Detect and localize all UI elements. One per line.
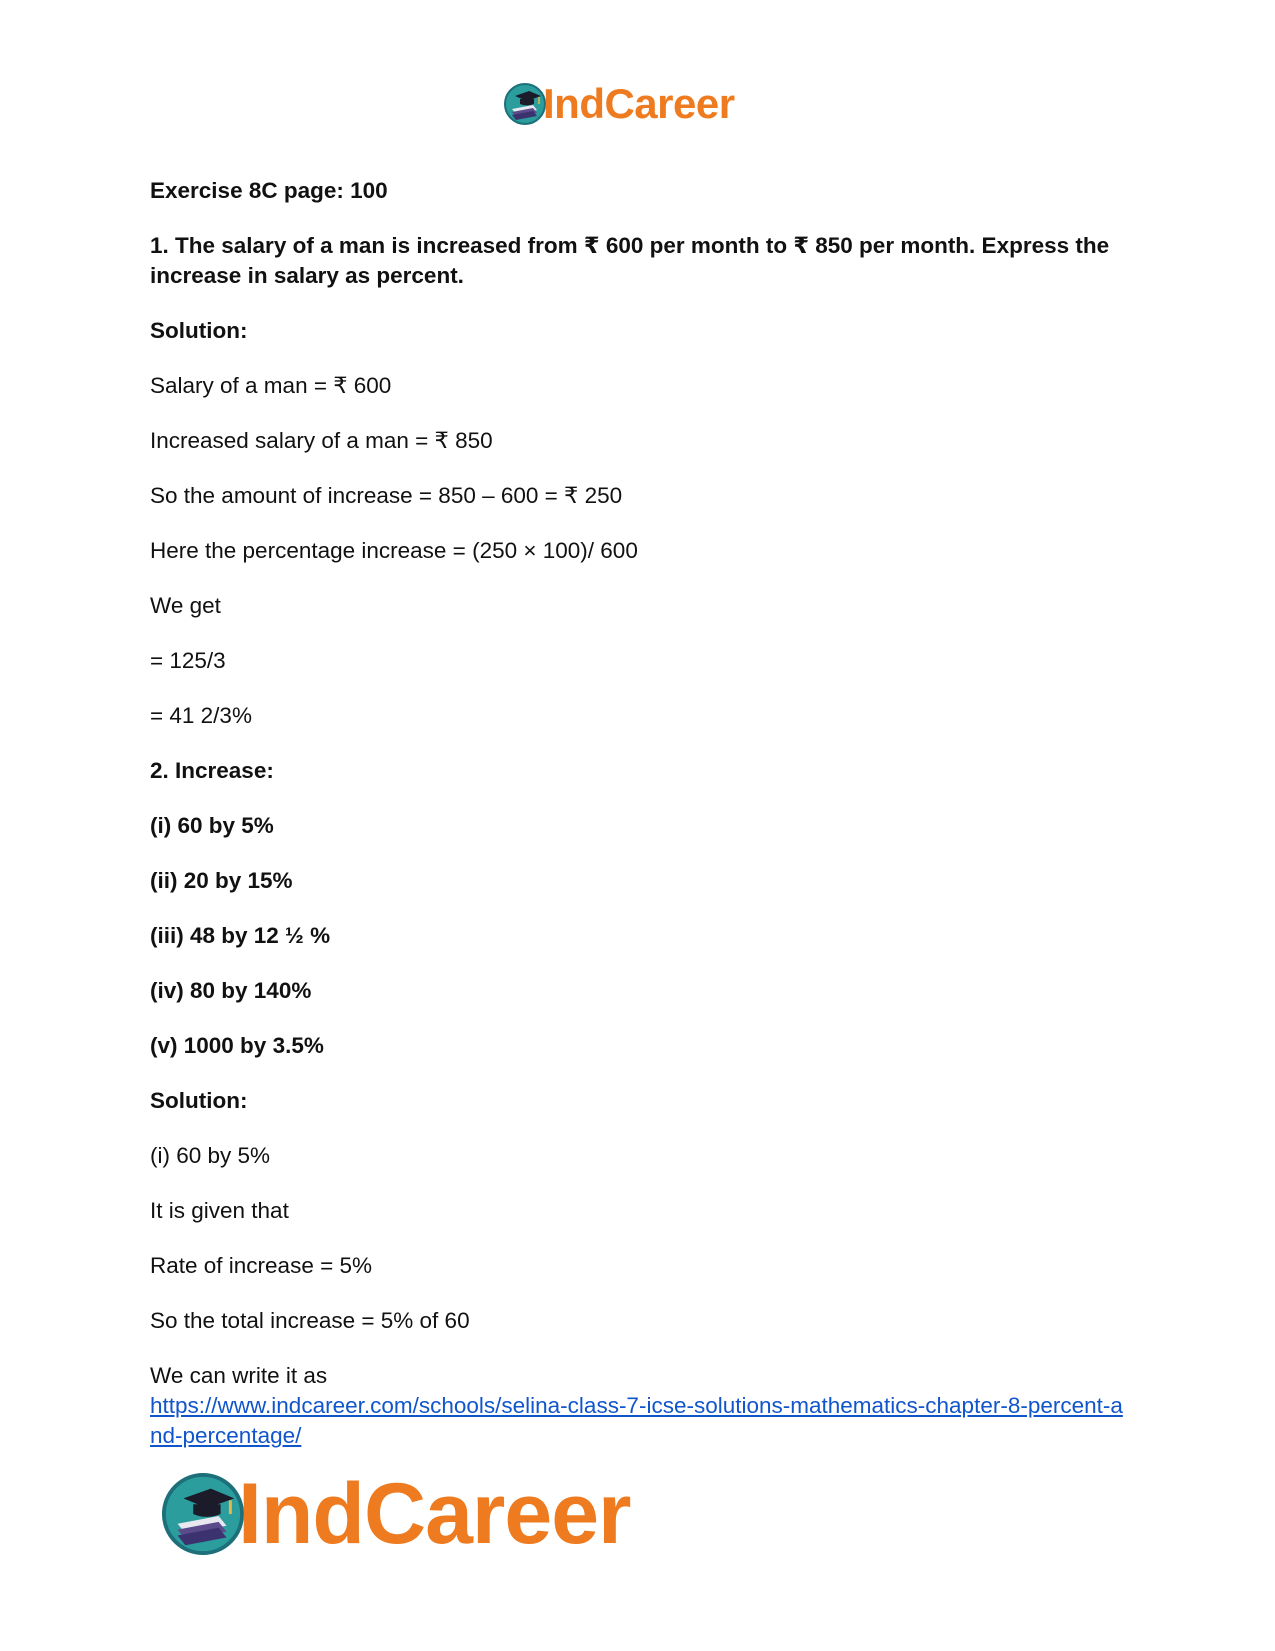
solution-1-line: Here the percentage increase = (250 × 100)/ 600 <box>150 538 638 563</box>
question-2-part: (iv) 80 by 140% <box>150 978 312 1003</box>
header-logo <box>503 80 735 128</box>
solution-2-label: Solution: <box>150 1088 248 1113</box>
solution-1-line: So the amount of increase = 850 – 600 = ₹ 250 <box>150 483 623 508</box>
solution-2-line: (i) 60 by 5% <box>150 1143 271 1168</box>
graduation-cap-book-icon <box>503 82 547 126</box>
question-2-part: (v) 1000 by 3.5% <box>150 1033 324 1058</box>
solution-2-line: So the total increase = 5% of 60 <box>150 1308 470 1333</box>
question-2-part: (ii) 20 by 15% <box>150 868 293 893</box>
document-body <box>150 176 1130 1451</box>
solution-1-line: Salary of a man = ₹ 600 <box>150 373 392 398</box>
solution-1-line: We get <box>150 593 221 618</box>
footer-logo <box>160 1466 631 1561</box>
exercise-title: Exercise 8C page: 100 <box>150 178 388 203</box>
question-2-part: (iii) 48 by 12 ½ % <box>150 923 331 948</box>
solution-1-line: Increased salary of a man = ₹ 850 <box>150 428 493 453</box>
link-block <box>150 1361 1130 1451</box>
solution-1-label: Solution: <box>150 318 248 343</box>
graduation-cap-book-icon <box>160 1471 246 1557</box>
solution-2-line: Rate of increase = 5% <box>150 1253 373 1278</box>
question-2-title: 2. Increase: <box>150 758 274 783</box>
solution-2-line: It is given that <box>150 1198 289 1223</box>
logo-wordmark: IndCareer <box>543 80 735 127</box>
source-link[interactable]: https://www.indcareer.com/schools/selina-class-7-icse-solutions-mathematics-chapter-8-percent-and-percentage/ <box>150 1393 1123 1448</box>
solution-1-line: = 41 2/3% <box>150 703 252 728</box>
question-1: 1. The salary of a man is increased from ₹ 600 per month to ₹ 850 per month. Express the increase in salary as percent. <box>150 233 1110 288</box>
logo-wordmark: IndCareer <box>238 1465 631 1562</box>
question-2-part: (i) 60 by 5% <box>150 813 274 838</box>
solution-1-line: = 125/3 <box>150 648 226 673</box>
solution-2-line: We can write it as <box>150 1363 328 1388</box>
